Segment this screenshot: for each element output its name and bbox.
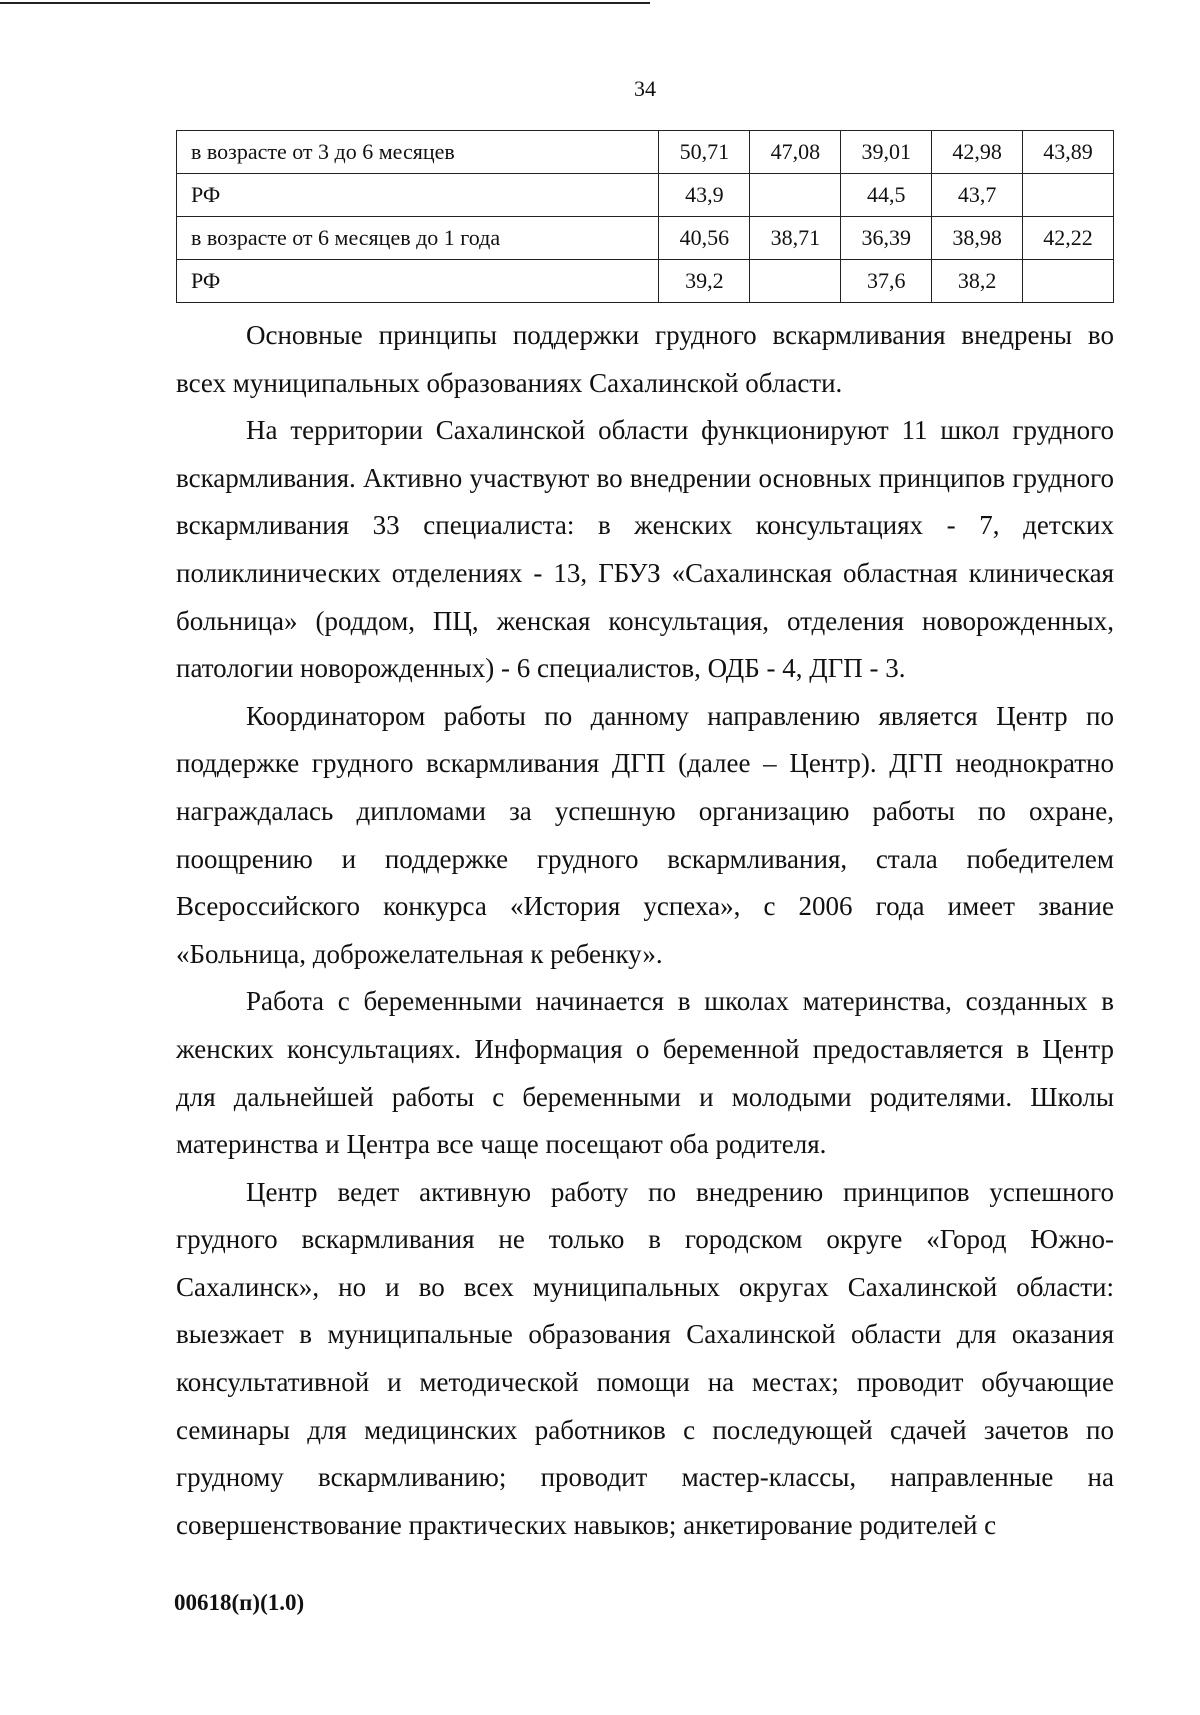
table-cell (750, 260, 841, 303)
table-cell: 43,89 (1023, 131, 1114, 174)
paragraph: На территории Сахалинской области функционируют 11 школ грудного вскармливания. Активно участвуют во внедрении основных принципов грудного вскармливания 33 специалиста: в женских консультациях - 7, детских поликлинических отделениях - 13, ГБУЗ «Сахалинская областная клиническая больница» (роддом, ПЦ, женская консультация, отделения новорожденных, патологии новорожденных) - 6 специалистов, ОДБ - 4, ДГП - 3. (176, 415, 1114, 684)
table-cell: 42,22 (1023, 217, 1114, 260)
table-cell: 36,39 (841, 217, 932, 260)
table-row (177, 174, 1114, 217)
paragraph: Центр ведет активную работу по внедрению принципов успешного грудного вскармливания не только в городском округе «Город Южно-Сахалинск», но и во всех муниципальных округах Сахалинской области: выезжает в муниципальные образования Сахалинской области для оказания консультативной и методической помощи на местах; проводит обучающие семинары для медицинских работников с последующей сдачей зачетов по грудному вскармливанию; проводит мастер-классы, направленные на совершенствование практических навыков; анкетирование родителей с (176, 1176, 1114, 1540)
table-cell: 43,7 (932, 174, 1023, 217)
table-row (177, 131, 1114, 174)
table-cell (1023, 260, 1114, 303)
table-cell: 42,98 (932, 131, 1023, 174)
paragraph: Работа с беременными начинается в школах материнства, созданных в женских консультациях. Информация о беременной предоставляется в Центр для дальнейшей работы с беременными и молодыми родителями. Школы материнства и Центра все чаще посещают оба родителя. (176, 986, 1114, 1160)
table-row (177, 260, 1114, 303)
table-cell: 43,9 (659, 174, 750, 217)
table-cell: 37,6 (841, 260, 932, 303)
table-cell: 40,56 (659, 217, 750, 260)
table-cell: 38,2 (932, 260, 1023, 303)
row-label: в возрасте от 6 месяцев до 1 года (177, 217, 659, 260)
table-cell (1023, 174, 1114, 217)
table-cell: 47,08 (750, 131, 841, 174)
paragraph: Основные принципы поддержки грудного вскармливания внедрены во всех муниципальных образованиях Сахалинской области. (176, 320, 1114, 398)
table-cell: 38,98 (932, 217, 1023, 260)
table-cell: 39,2 (659, 260, 750, 303)
row-label: РФ (177, 174, 659, 217)
body-text (176, 312, 1114, 1549)
row-label: в возрасте от 3 до 6 месяцев (177, 131, 659, 174)
page-number: 34 (634, 76, 656, 101)
table-cell: 39,01 (841, 131, 932, 174)
table-cell: 38,71 (750, 217, 841, 260)
paragraph: Координатором работы по данному направлению является Центр по поддержке грудного вскармливания ДГП (далее – Центр). ДГП неоднократно награждалась дипломами за успешную организацию работы по охране, поощрению и поддержке грудного вскармливания, стала победителем Всероссийского конкурса «История успеха», с 2006 года имеет звание «Больница, доброжелательная к ребенку». (176, 700, 1114, 969)
table-cell: 50,71 (659, 131, 750, 174)
row-label: РФ (177, 260, 659, 303)
table-row (177, 217, 1114, 260)
document-code: 00618(п)(1.0) (174, 1590, 305, 1615)
table-cell (750, 174, 841, 217)
statistics-table (176, 130, 1114, 303)
table-cell: 44,5 (841, 174, 932, 217)
top-scan-rule (0, 2, 650, 4)
